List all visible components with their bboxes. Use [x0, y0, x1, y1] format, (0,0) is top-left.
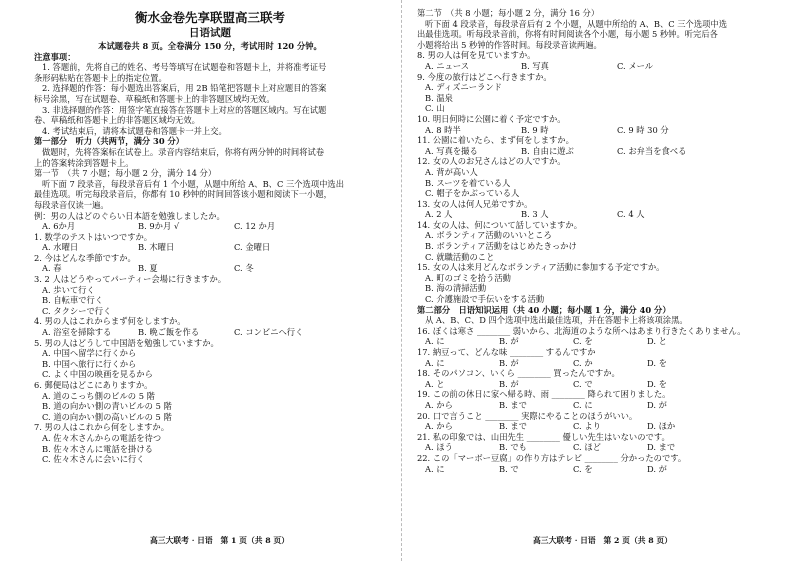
listening-questions-1: [34, 232, 386, 465]
answer-option: A. 水曜日: [42, 242, 79, 253]
answer-option: A. ほう: [425, 442, 453, 453]
question-text: 1. 数学のテストはいつですか。: [34, 231, 153, 242]
question-text: 4. 男の人はこれからまず何をしますか。: [34, 316, 186, 327]
part2-title: 第二部分 日语知识运用（共 40 小题；每小题 1 分，满分 40 分）: [417, 304, 671, 315]
answer-option: A. 町のゴミを拾う活動: [425, 272, 511, 283]
part1-desc: 上的答案转涂到答题卡上。: [34, 157, 134, 168]
question-text: 22. この「マーボー豆腐」の作り方はテレビ ________ 分かったのです。: [417, 452, 687, 463]
example-option: B. 9か月 √: [138, 221, 180, 232]
section1-desc: 每段录音仅读一遍。: [34, 199, 109, 210]
answer-option: A. に: [425, 336, 445, 347]
left-column: [34, 8, 386, 465]
answer-option: B. まで: [499, 399, 527, 410]
part1-desc: 做题时，先将答案标在试卷上。录音内容结束后，你将有两分钟的时间将试卷: [42, 146, 325, 157]
question-text: 3. 2 人はどうやってパーティー会場に行きますか。: [34, 274, 227, 285]
answer-option: C. メール: [617, 60, 654, 71]
answer-option: A. 歩いて行く: [42, 284, 95, 295]
question-text: 9. 今度の旅行はどこへ行きますか。: [417, 71, 552, 82]
answer-option: A. 春: [42, 263, 62, 274]
answer-option: C. コンビニへ行く: [234, 327, 304, 338]
answer-option: B. で: [499, 463, 519, 474]
section1-desc: 听下面 7 段录音，每段录音后有 1 个小题，从题中所给 A、B、C 三个选项中选出: [42, 178, 345, 189]
section2-title: 第二节 （共 8 小题；每小题 2 分，满分 16 分）: [417, 8, 600, 18]
section2-desc: 小题将给出 5 秒钟的作答时间。每段录音读两遍。: [417, 39, 602, 50]
question-text: 8. 男の人は何を見ていますか。: [417, 50, 536, 61]
answer-option: A. ディズニーランド: [425, 82, 502, 93]
answer-option: A. 道のこっち側のビルの 5 階: [42, 390, 155, 401]
example-option: A. 6か月: [42, 221, 76, 232]
answer-option: C. か: [573, 357, 593, 368]
answer-option: C. 就職活動のこと: [425, 251, 495, 262]
section1-desc: 最佳选项。听完每段录音后，你都有 10 秒钟的时间回答该小题和阅读下一小题，: [34, 189, 332, 200]
option-row: [417, 146, 762, 157]
answer-option: B. 佐々木さんに電話を掛ける: [42, 443, 153, 454]
answer-option: B. ボランティア活動をはじめたきっかけ: [425, 241, 577, 252]
exam-subtitle: 日语试题: [189, 27, 231, 39]
part2-desc: 从 A、B、C、D 四个选项中选出最佳选项，并在答题卡上将该项涂黑。: [425, 315, 688, 326]
note-line: 3. 非选择题的作答：用签字笔直接答在答题卡上对应的答题区域内。写在试题: [42, 104, 327, 115]
option-row: [417, 125, 762, 136]
answer-option: A. 2 人: [425, 209, 453, 220]
answer-option: C. ほど: [573, 442, 601, 453]
answer-option: A. 写真を撮る: [425, 145, 478, 156]
answer-option: A. 中国へ留学に行くから: [42, 348, 137, 359]
option-row: [417, 336, 762, 347]
option-row: [417, 379, 762, 390]
option-row: [417, 209, 762, 220]
option-row: [417, 61, 762, 72]
answer-option: B. 海の清掃活動: [425, 283, 487, 294]
option-row: [417, 421, 762, 432]
answer-option: B. スーツを着ている人: [425, 177, 511, 188]
answer-option: B. が: [499, 336, 519, 347]
note-line: 标号涂黑，写在试题卷、草稿纸和答题卡上的非答题区域均无效。: [34, 93, 275, 104]
answer-option: C. を: [573, 463, 593, 474]
question-text: 17. 納豆って、どんな味 ________ するんですか: [417, 347, 596, 357]
answer-option: A. と: [425, 378, 445, 389]
answer-option: A. に: [425, 357, 445, 368]
answer-option: D. が: [647, 463, 667, 474]
answer-option: D. を: [647, 378, 667, 389]
question-text: 11. 公園に着いたら、まず何をしますか。: [417, 135, 574, 146]
answer-option: C. 9 時 30 分: [617, 124, 669, 135]
answer-option: B. 木曜日: [138, 242, 175, 253]
option-row: [34, 242, 386, 253]
note-line: 条形码粘贴在答题卡上的指定位置。: [34, 72, 167, 83]
option-row: [417, 464, 762, 475]
answer-option: C. 道の向かい側の高いビルの 5 階: [42, 411, 172, 422]
question-text: 6. 郵便局はどこにありますか。: [34, 380, 153, 390]
answer-option: A. 背が高い人: [425, 166, 478, 177]
answer-option: B. まで: [499, 421, 527, 432]
answer-option: B. 写真: [521, 60, 549, 71]
example-question: 例：男の人はどのぐらい日本語を勉強しましたか。: [34, 210, 225, 221]
part1-title: 第一部分 听力（共两节，满分 30 分）: [34, 136, 185, 147]
answer-option: B. 温泉: [425, 92, 453, 103]
answer-option: C. 介護施設で手伝いをする活動: [425, 294, 545, 305]
answer-option: C. 冬: [234, 263, 254, 274]
note-line: 4. 考试结束后，请将本试题卷和答题卡一并上交。: [42, 125, 227, 136]
note-line: 1. 答题前，先将自己的姓名、考号等填写在试题卷和答题卡上，并将准考证号: [42, 62, 327, 73]
question-text: 15. 女の人は来月どんなボランティア活動に参加する予定ですか。: [417, 262, 665, 273]
answer-option: B. 自転車で行く: [42, 295, 104, 306]
answer-option: D. を: [647, 357, 667, 368]
question-text: 10. 明日何時に公園に着く予定ですか。: [417, 113, 566, 124]
question-text: 12. 女の人のお兄さんはどの人ですか。: [417, 156, 566, 167]
answer-option: C. タクシーで行く: [42, 305, 112, 316]
question-text: 13. 女の人は何人兄弟ですか。: [417, 198, 533, 209]
answer-option: A. 8 時半: [425, 124, 461, 135]
right-column: [417, 8, 762, 474]
answer-option: B. が: [499, 378, 519, 389]
question-text: 21. 私の印象では、山田先生 ________ 優しい先生はいないのです。: [417, 431, 670, 442]
option-row: [417, 358, 762, 369]
answer-option: C. 4 人: [617, 209, 645, 220]
answer-option: A. 浴室を掃除する: [42, 327, 112, 338]
option-row: [34, 327, 386, 338]
answer-option: D. と: [647, 336, 667, 347]
question-text: 20. 口で言うこと ________ 実際にやることのほうがいい。: [417, 410, 638, 421]
answer-option: C. に: [573, 399, 593, 410]
answer-option: C. 山: [425, 103, 445, 114]
answer-option: A. 佐々木さんからの電話を待つ: [42, 432, 162, 443]
answer-option: D. が: [647, 399, 667, 410]
example-options: [34, 221, 386, 232]
answer-option: A. から: [425, 421, 453, 432]
answer-option: B. 中国へ旅行に行くから: [42, 358, 137, 369]
answer-option: A. に: [425, 463, 445, 474]
answer-option: B. でも: [499, 442, 527, 453]
example-option: C. 12 か月: [234, 221, 276, 232]
question-text: 18. そのパソコン、いくら ________ 買ったんですか。: [417, 368, 620, 379]
answer-option: B. 晩ご飯を作る: [138, 327, 200, 338]
answer-option: C. 帽子をかぶっている人: [425, 188, 520, 199]
question-text: 19. この前の休日に家へ帰る時、雨 ________ 降られて困りました。: [417, 389, 671, 400]
grammar-questions: [417, 326, 762, 474]
answer-option: A. ボランティア活動のいいところ: [425, 230, 552, 241]
question-text: 14. 女の人は、何について話していますか。: [417, 219, 583, 230]
question-text: 5. 男の人はどうして中国語を勉強していますか。: [34, 337, 219, 348]
answer-option: C. 佐々木さんに会いに行く: [42, 454, 145, 465]
section1-title: 第一节 （共 7 小题；每小题 2 分，满分 14 分）: [34, 168, 217, 179]
answer-option: C. 金曜日: [234, 242, 271, 253]
answer-option: C. お弁当を食べる: [617, 145, 687, 156]
question-text: 2. 今はどんな季節ですか。: [34, 252, 136, 263]
section2-desc: 听下面 4 段录音，每段录音后有 2 个小题，从题中所给的 A、B、C 三个选项中选: [425, 18, 728, 29]
page-footer-left: 高三大联考 · 日语 第 1 页（共 8 页）: [150, 536, 290, 545]
answer-option: C. より: [573, 421, 601, 432]
exam-title: 衡水金卷先享联盟高三联考: [134, 10, 285, 25]
page-divider: [401, 0, 402, 561]
listening-questions-2: [417, 50, 762, 304]
answer-option: A. から: [425, 399, 453, 410]
answer-option: B. 道の向かい側の青いビルの 5 階: [42, 401, 172, 412]
answer-option: B. 夏: [138, 263, 158, 274]
answer-option: C. で: [573, 378, 593, 389]
section2-desc: 出最佳选项。听每段录音前，你将有时间阅读各个小题，每小题 5 秒钟。听完后各: [417, 29, 718, 40]
answer-option: D. まで: [647, 442, 676, 453]
answer-option: B. 自由に遊ぶ: [521, 145, 574, 156]
answer-option: B. 9 時: [521, 124, 549, 135]
answer-option: D. ほか: [647, 421, 676, 432]
question-text: 16. ぼくは寒さ ________ 弱いから、北海道のような所へはあまり行きたくありません。: [417, 325, 746, 336]
exam-meta: 本试题卷共 8 页。全卷满分 150 分，考试用时 120 分钟。: [98, 41, 322, 51]
option-row: [417, 442, 762, 453]
page-footer-right: 高三大联考 · 日语 第 2 页（共 8 页）: [533, 536, 673, 545]
option-row: [34, 263, 386, 274]
note-line: 卷、草稿纸和答题卡上的非答题区域均无效。: [34, 115, 200, 126]
answer-option: C. を: [573, 336, 593, 347]
note-line: 2. 选择题的作答：每小题选出答案后，用 2B 铅笔把答题卡上对应题目的答案: [42, 83, 327, 94]
question-text: 7. 男の人はこれから何をしますか。: [34, 422, 170, 433]
notes-title: 注意事项：: [34, 51, 76, 62]
answer-option: B. が: [499, 357, 519, 368]
answer-option: A. ニュース: [425, 60, 470, 71]
answer-option: C. よく中国の映画を見るから: [42, 369, 153, 380]
answer-option: B. 3 人: [521, 209, 549, 220]
option-row: [417, 400, 762, 411]
